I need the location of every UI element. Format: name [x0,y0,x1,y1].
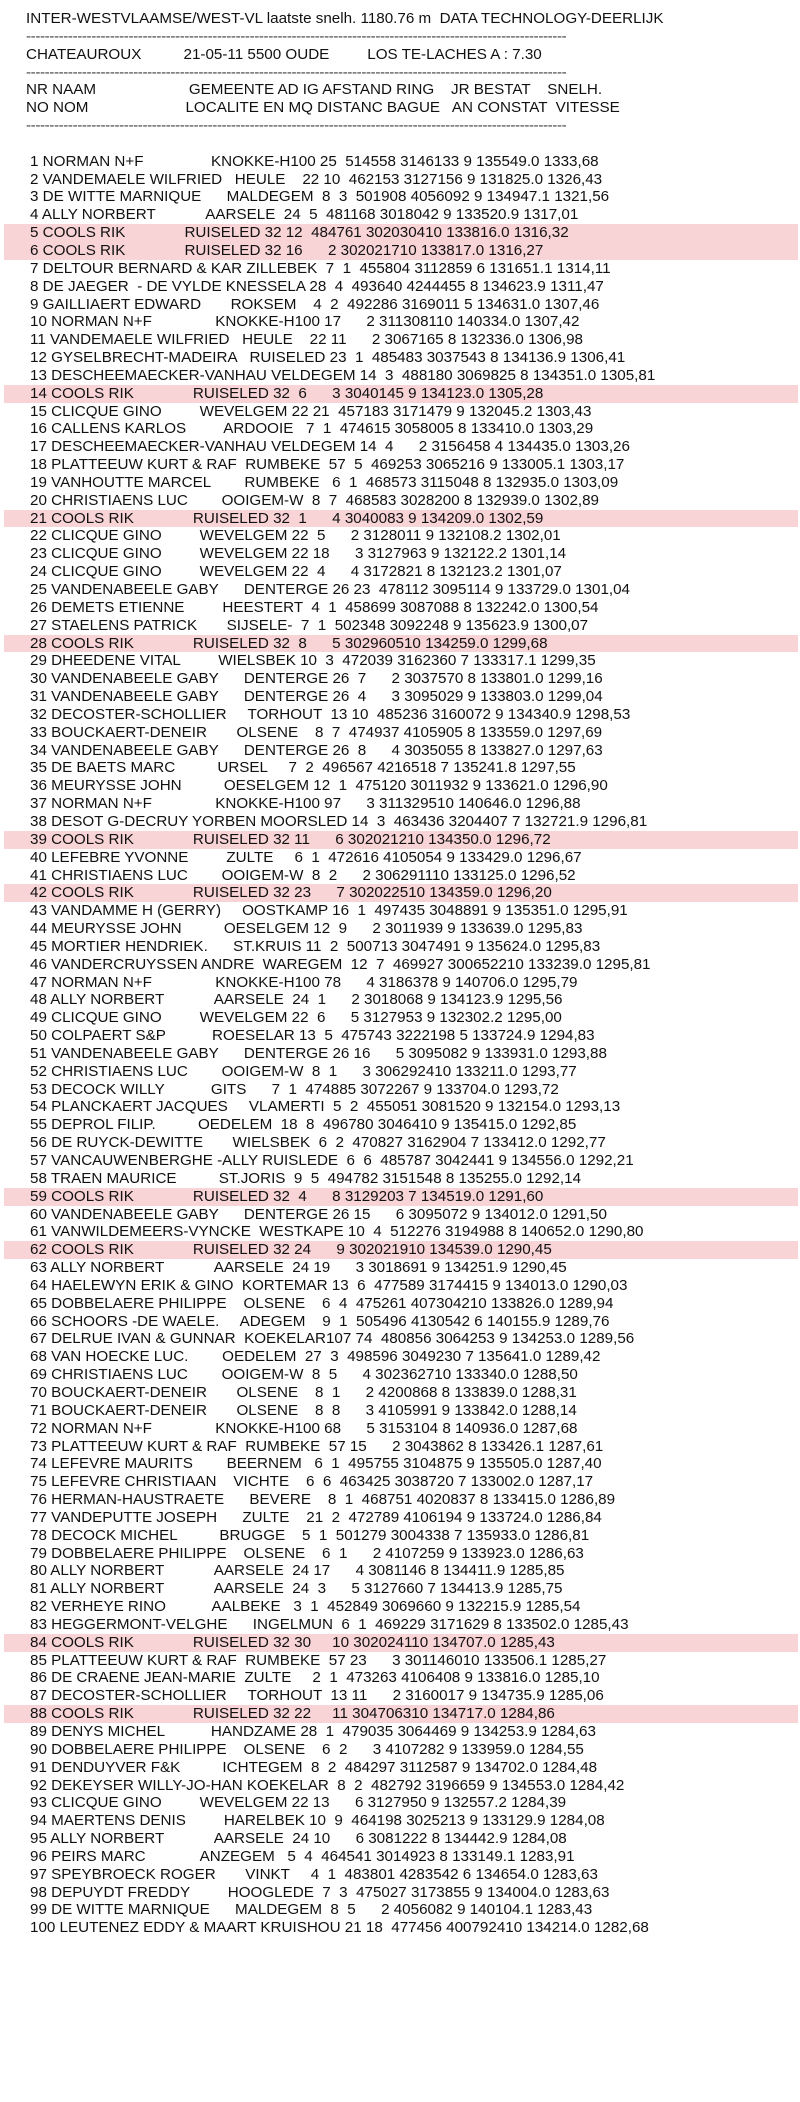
result-row: 66 SCHOORS -DE WAELE. ADEGEM 9 1 505496 4130542 6 140155.9 1289,76 [30,1312,610,1330]
result-row: 60 VANDENABEELE GABY DENTERGE 26 15 6 3095072 9 134012.0 1291,50 [30,1205,607,1223]
result-row: 1 NORMAN N+F KNOKKE-H100 25 514558 3146133 9 135549.0 1333,68 [30,152,599,170]
result-row: 85 PLATTEEUW KURT & RAF RUMBEKE 57 23 3 301146010 133506.1 1285,27 [30,1651,607,1669]
result-row: 18 PLATTEEUW KURT & RAF RUMBEKE 57 5 469253 3065216 9 133005.1 1303,17 [30,456,625,474]
result-row-highlighted: 84 COOLS RIK RUISELED 32 30 10 302024110 134707.0 1285,43 [4,1634,798,1652]
result-row: 36 MEURYSSE JOHN OESELGEM 12 1 475120 3011932 9 133621.0 1296,90 [30,777,608,795]
result-row: 19 VANHOUTTE MARCEL RUMBEKE 6 1 468573 3115048 8 132935.0 1303,09 [30,473,619,491]
result-row: 91 DENDUYVER F&K ICHTEGEM 8 2 484297 3112587 9 134702.0 1284,48 [30,1758,598,1776]
result-row: 31 VANDENABEELE GABY DENTERGE 26 4 3 3095029 9 133803.0 1299,04 [30,688,603,706]
result-row: 86 DE CRAENE JEAN-MARIE ZULTE 2 1 473263 4106408 9 133816.0 1285,10 [30,1669,600,1687]
result-row: 51 VANDENABEELE GABY DENTERGE 26 16 5 3095082 9 133931.0 1293,88 [30,1044,607,1062]
column-header-french: NO NOM LOCALITE EN MQ DISTANC BAGUE AN CONSTAT VITESSE [26,99,620,117]
result-row: 23 CLICQUE GINO WEVELGEM 22 18 3 3127963 9 132122.2 1301,14 [30,545,567,563]
separator-top: -------------------------------------------------------------------------------------------------------------------- [26,27,567,45]
result-row: 11 VANDEMAELE WILFRIED HEULE 22 11 2 3067165 8 132336.0 1306,98 [30,331,583,349]
result-row: 54 PLANCKAERT JACQUES VLAMERTI 5 2 455051 3081520 9 132154.0 1293,13 [30,1098,621,1116]
result-row: 17 DESCHEEMAECKER-VANHAU VELDEGEM 14 4 2 3156458 4 134435.0 1303,26 [30,438,630,456]
result-row: 82 VERHEYE RINO AALBEKE 3 1 452849 3069660 9 132215.9 1285,54 [30,1598,581,1616]
result-row: 92 DEKEYSER WILLY-JO-HAN KOEKELAR 8 2 482792 3196659 9 134553.0 1284,42 [30,1776,625,1794]
result-row: 49 CLICQUE GINO WEVELGEM 22 6 5 3127953 9 132302.2 1295,00 [30,1009,562,1027]
blank-spacer [24,135,776,153]
result-row: 94 MAERTENS DENIS HARELBEK 10 9 464198 3025213 9 133129.9 1284,08 [30,1812,605,1830]
result-row: 76 HERMAN-HAUSTRAETE BEVERE 8 1 468751 4020837 8 133415.0 1286,89 [30,1491,616,1509]
result-row: 70 BOUCKAERT-DENEIR OLSENE 8 1 2 4200868 8 133839.0 1288,31 [30,1383,577,1401]
result-row-highlighted: 28 COOLS RIK RUISELED 32 8 5 302960510 134259.0 1299,68 [4,635,798,653]
result-row: 73 PLATTEEUW KURT & RAF RUMBEKE 57 15 2 3043862 8 133426.1 1287,61 [30,1437,604,1455]
result-row: 48 ALLY NORBERT AARSELE 24 1 2 3018068 9 134123.9 1295,56 [30,991,563,1009]
result-row: 2 VANDEMAELE WILFRIED HEULE 22 10 462153 3127156 9 131825.0 1326,43 [30,170,603,188]
result-row: 63 ALLY NORBERT AARSELE 24 19 3 3018691 9 134251.9 1290,45 [30,1259,567,1277]
race-info: CHATEAUROUX 21-05-11 5500 OUDE LOS TE-LACHES A : 7.30 [26,45,542,63]
result-row: 25 VANDENABEELE GABY DENTERGE 26 23 478112 3095114 9 133729.0 1301,04 [30,581,631,598]
result-row: 41 CHRISTIAENS LUC OOIGEM-W 8 2 2 306291110 133125.0 1296,52 [30,866,576,884]
result-row: 67 DELRUE IVAN & GUNNAR KOEKELAR107 74 480856 3064253 9 134253.0 1289,56 [30,1330,635,1348]
result-row: 3 DE WITTE MARNIQUE MALDEGEM 8 3 501908 4056092 9 134947.1 1321,56 [30,188,610,206]
result-row-highlighted: 59 COOLS RIK RUISELED 32 4 8 3129203 7 134519.0 1291,60 [4,1188,798,1206]
result-row: 89 DENYS MICHEL HANDZAME 28 1 479035 3064469 9 134253.9 1284,63 [30,1723,596,1740]
separator-race: -------------------------------------------------------------------------------------------------------------------- [26,63,567,81]
report-title: INTER-WESTVLAAMSE/WEST-VL laatste snelh. 1180.76 m DATA TECHNOLOGY-DEERLIJK [26,10,664,27]
results-list [24,153,776,1937]
result-row: 99 DE WITTE MARNIQUE MALDEGEM 8 5 2 4056082 9 140104.1 1283,43 [30,1901,593,1919]
result-row: 81 ALLY NORBERT AARSELE 24 3 5 3127660 7 134413.9 1285,75 [30,1580,563,1598]
result-row-highlighted: 6 COOLS RIK RUISELED 32 16 2 302021710 133817.0 1316,27 [4,242,798,260]
result-row: 30 VANDENABEELE GABY DENTERGE 26 7 2 3037570 8 133801.0 1299,16 [30,670,603,688]
result-row: 33 BOUCKAERT-DENEIR OLSENE 8 7 474937 4105905 8 133559.0 1297,69 [30,723,603,741]
result-row: 87 DECOSTER-SCHOLLIER TORHOUT 13 11 2 3160017 9 134735.9 1285,06 [30,1687,604,1705]
result-row: 16 CALLENS KARLOS ARDOOIE 7 1 474615 3058005 8 133410.0 1303,29 [30,420,594,438]
result-row: 38 DESOT G-DECRUY YORBEN MOORSLED 14 3 463436 3204407 7 132721.9 1296,81 [30,812,648,830]
result-row: 4 ALLY NORBERT AARSELE 24 5 481168 3018042 9 133520.9 1317,01 [30,206,579,224]
result-row: 95 ALLY NORBERT AARSELE 24 10 6 3081222 8 134442.9 1284,08 [30,1830,567,1848]
result-row: 15 CLICQUE GINO WEVELGEM 22 21 457183 3171479 9 132045.2 1303,43 [30,402,592,420]
result-row: 56 DE RUYCK-DEWITTE WIELSBEK 6 2 470827 3162904 7 133412.0 1292,77 [30,1134,606,1152]
result-row: 20 CHRISTIAENS LUC OOIGEM-W 8 7 468583 3028200 8 132939.0 1302,89 [30,491,599,509]
result-row: 53 DECOCK WILLY GITS 7 1 474885 3072267 9 133704.0 1293,72 [30,1080,559,1098]
result-row: 71 BOUCKAERT-DENEIR OLSENE 8 8 3 4105991 9 133842.0 1288,14 [30,1401,577,1419]
result-row: 78 DECOCK MICHEL BRUGGE 5 1 501279 3004338 7 135933.0 1286,81 [30,1526,590,1544]
result-row-highlighted: 5 COOLS RIK RUISELED 32 12 484761 302030410 133816.0 1316,32 [4,224,798,242]
result-row: 10 NORMAN N+F KNOKKE-H100 17 2 311308110 140334.0 1307,42 [30,313,580,331]
result-row: 90 DOBBELAERE PHILIPPE OLSENE 6 2 3 4107282 9 133959.0 1284,55 [30,1740,584,1758]
result-row: 72 NORMAN N+F KNOKKE-H100 68 5 3153104 8 140936.0 1287,68 [30,1419,578,1437]
result-row: 83 HEGGERMONT-VELGHE INGELMUN 6 1 469229 3171629 8 133502.0 1285,43 [30,1615,629,1633]
result-row-highlighted: 42 COOLS RIK RUISELED 32 23 7 302022510 134359.0 1296,20 [4,884,798,902]
result-row: 26 DEMETS ETIENNE HEESTERT 4 1 458699 3087088 8 132242.0 1300,54 [30,598,599,616]
result-row-highlighted: 39 COOLS RIK RUISELED 32 11 6 302021210 134350.0 1296,72 [4,831,798,849]
result-row: 50 COLPAERT S&P ROESELAR 13 5 475743 3222198 5 133724.9 1294,83 [30,1027,595,1045]
result-row: 29 DHEEDENE VITAL WIELSBEK 10 3 472039 3162360 7 133317.1 1299,35 [30,652,596,670]
result-row: 40 LEFEBRE YVONNE ZULTE 6 1 472616 4105054 9 133429.0 1296,67 [30,848,582,866]
separator-header: -------------------------------------------------------------------------------------------------------------------- [26,117,567,135]
result-row: 79 DOBBELAERE PHILIPPE OLSENE 6 1 2 4107259 9 133923.0 1286,63 [30,1544,584,1562]
result-row: 24 CLICQUE GINO WEVELGEM 22 4 4 3172821 8 132123.2 1301,07 [30,563,562,581]
result-row: 98 DEPUYDT FREDDY HOOGLEDE 7 3 475027 3173855 9 134004.0 1283,63 [30,1883,610,1901]
result-row: 100 LEUTENEZ EDDY & MAART KRUISHOU 21 18 477456 400792410 134214.0 1282,68 [30,1919,649,1937]
result-row: 97 SPEYBROECK ROGER VINKT 4 1 483801 4283542 6 134654.0 1283,63 [30,1865,598,1883]
result-row: 35 DE BAETS MARC URSEL 7 2 496567 4216518 7 135241.8 1297,55 [30,759,576,777]
result-row: 93 CLICQUE GINO WEVELGEM 22 13 6 3127950 9 132557.2 1284,39 [30,1794,567,1812]
result-row: 68 VAN HOECKE LUC. OEDELEM 27 3 498596 3049230 7 135641.0 1289,42 [30,1348,601,1366]
result-row: 46 VANDERCRUYSSEN ANDRE WAREGEM 12 7 469927 300652210 133239.0 1295,81 [30,955,651,973]
result-row: 55 DEPROL FILIP. OEDELEM 18 8 496780 3046410 9 135415.0 1292,85 [30,1116,577,1134]
result-row: 43 VANDAMME H (GERRY) OOSTKAMP 16 1 497435 3048891 9 135351.0 1295,91 [30,902,628,920]
result-row: 37 NORMAN N+F KNOKKE-H100 97 3 311329510 140646.0 1296,88 [30,795,581,813]
result-row: 74 LEFEVRE MAURITS BEERNEM 6 1 495755 3104875 9 135505.0 1287,40 [30,1455,602,1473]
result-row: 7 DELTOUR BERNARD & KAR ZILLEBEK 7 1 455804 3112859 6 131651.1 1314,11 [30,259,611,277]
result-row: 69 CHRISTIAENS LUC OOIGEM-W 8 5 4 302362710 133340.0 1288,50 [30,1366,578,1384]
result-row: 61 VANWILDEMEERS-VYNCKE WESTKAPE 10 4 512276 3194988 8 140652.0 1290,80 [30,1223,644,1241]
result-row-highlighted: 14 COOLS RIK RUISELED 32 6 3 3040145 9 134123.0 1305,28 [4,385,798,403]
result-row: 8 DE JAEGER - DE VYLDE KNESSELA 28 4 493640 4244455 8 134623.9 1311,47 [30,277,604,295]
result-row-highlighted: 62 COOLS RIK RUISELED 32 24 9 302021910 134539.0 1290,45 [4,1241,798,1259]
result-row: 80 ALLY NORBERT AARSELE 24 17 4 3081146 8 134411.9 1285,85 [30,1562,565,1580]
result-row: 64 HAELEWYN ERIK & GINO KORTEMAR 13 6 477589 3174415 9 134013.0 1290,03 [30,1276,628,1294]
result-row: 47 NORMAN N+F KNOKKE-H100 78 4 3186378 9 140706.0 1295,79 [30,973,578,991]
result-row: 9 GAILLIAERT EDWARD ROKSEM 4 2 492286 3169011 5 134631.0 1307,46 [30,295,600,313]
column-header-dutch: NR NAAM GEMEENTE AD IG AFSTAND RING JR BESTAT SNELH. [26,81,603,99]
result-row: 96 PEIRS MARC ANZEGEM 5 4 464541 3014923 8 133149.1 1283,91 [30,1847,575,1865]
result-row: 57 VANCAUWENBERGHE -ALLY RUISLEDE 6 6 485787 3042441 9 134556.0 1292,21 [30,1152,634,1169]
result-row: 77 VANDEPUTTE JOSEPH ZULTE 21 2 472789 4106194 9 133724.0 1286,84 [30,1508,602,1526]
result-row: 32 DECOSTER-SCHOLLIER TORHOUT 13 10 485236 3160072 9 134340.9 1298,53 [30,705,631,723]
result-row: 44 MEURYSSE JOHN OESELGEM 12 9 2 3011939 9 133639.0 1295,83 [30,920,583,938]
result-row-highlighted: 21 COOLS RIK RUISELED 32 1 4 3040083 9 134209.0 1302,59 [4,510,798,528]
result-row: 58 TRAEN MAURICE ST.JORIS 9 5 494782 3151548 8 135255.0 1292,14 [30,1169,582,1187]
result-row: 13 DESCHEEMAECKER-VANHAU VELDEGEM 14 3 488180 3069825 8 134351.0 1305,81 [30,366,656,384]
result-row: 12 GYSELBRECHT-MADEIRA RUISELED 23 1 485483 3037543 8 134136.9 1306,41 [30,349,626,367]
result-row-highlighted: 88 COOLS RIK RUISELED 32 22 11 304706310 134717.0 1284,86 [4,1705,798,1723]
result-row: 34 VANDENABEELE GABY DENTERGE 26 8 4 3035055 8 133827.0 1297,63 [30,741,603,759]
result-row: 45 MORTIER HENDRIEK. ST.KRUIS 11 2 500713 3047491 9 135624.0 1295,83 [30,937,601,955]
result-row: 75 LEFEVRE CHRISTIAAN VICHTE 6 6 463425 3038720 7 133002.0 1287,17 [30,1473,594,1491]
result-row: 52 CHRISTIAENS LUC OOIGEM-W 8 1 3 306292410 133211.0 1293,77 [30,1062,577,1080]
result-row: 22 CLICQUE GINO WEVELGEM 22 5 2 3128011 9 132108.2 1302,01 [30,527,561,545]
result-row: 27 STAELENS PATRICK SIJSELE- 7 1 502348 3092248 9 135623.9 1300,07 [30,616,589,634]
result-row: 65 DOBBELAERE PHILIPPE OLSENE 6 4 475261 407304210 133826.0 1289,94 [30,1294,614,1312]
